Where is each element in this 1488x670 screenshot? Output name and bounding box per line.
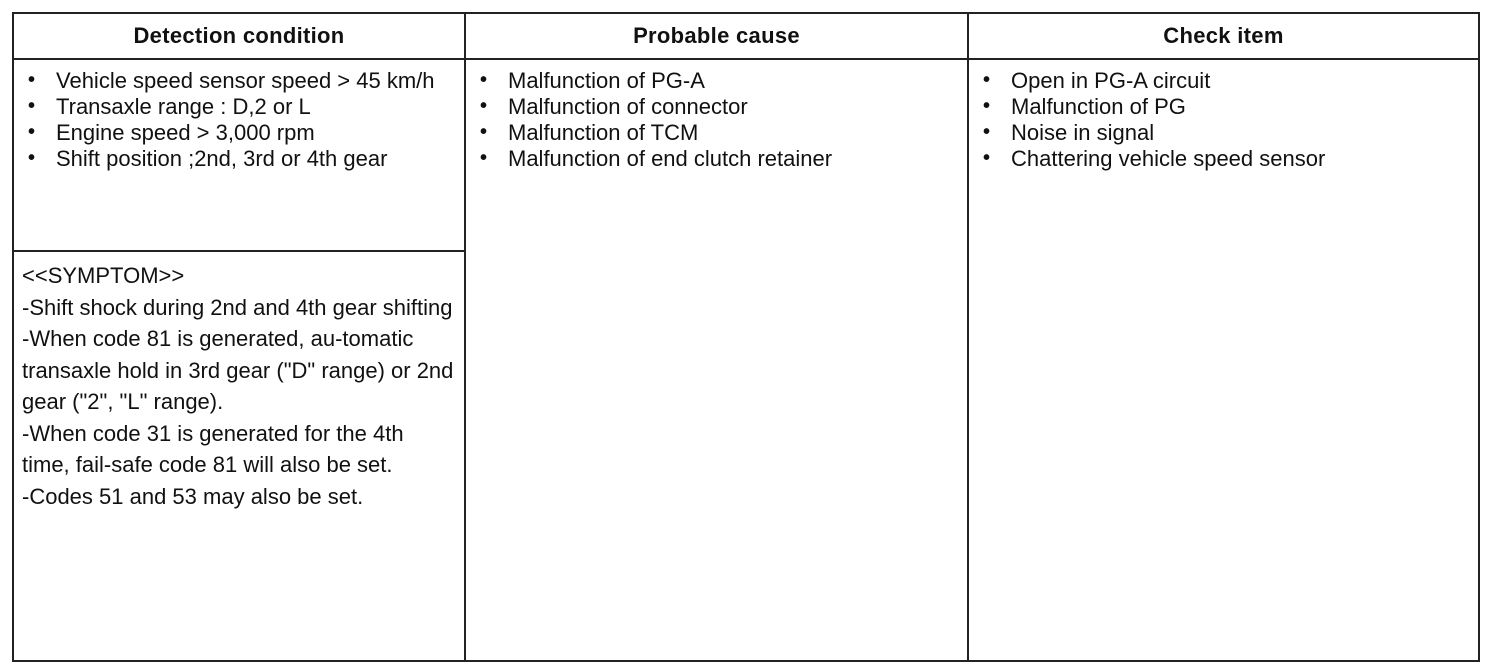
list-item: • Vehicle speed sensor speed > 45 km/h (24, 68, 454, 94)
header-probable-cause: Probable cause (465, 13, 968, 59)
header-detection-condition: Detection condition (13, 13, 465, 59)
table-row (13, 59, 1479, 251)
diagnostic-table (12, 12, 1480, 662)
list-item: • Malfunction of PG-A (476, 68, 957, 94)
list-item: • Engine speed > 3,000 rpm (24, 120, 454, 146)
check-item-list (969, 60, 1478, 172)
list-item: • Transaxle range : D,2 or L (24, 94, 454, 120)
list-item: • Noise in signal (979, 120, 1468, 146)
symptom-line: -When code 31 is generated for the 4th time, fail-safe code 81 will also be set. (22, 420, 404, 477)
probable-cause-list (466, 60, 967, 172)
symptom-line: -When code 81 is generated, au-tomatic transaxle hold in 3rd gear ("D" range) or 2nd gear ("2", "L" range). (22, 326, 454, 414)
list-item: • Open in PG-A circuit (979, 68, 1468, 94)
header-check-item: Check item (968, 13, 1479, 59)
detection-condition-list (14, 60, 464, 172)
list-item: • Malfunction of connector (476, 94, 957, 120)
symptom-heading: <<SYMPTOM>> (22, 263, 185, 288)
symptom-cell (13, 251, 465, 661)
check-item-cell (968, 59, 1479, 661)
symptom-line: -Shift shock during 2nd and 4th gear shifting (22, 294, 453, 320)
list-item: • Malfunction of TCM (476, 120, 957, 146)
probable-cause-cell (465, 59, 968, 661)
detection-condition-cell (13, 59, 465, 251)
list-item: • Shift position ;2nd, 3rd or 4th gear (24, 146, 454, 172)
symptom-line: -Codes 51 and 53 may also be set. (22, 483, 364, 509)
list-item: • Malfunction of PG (979, 94, 1468, 120)
header-row (13, 13, 1479, 59)
list-item: • Malfunction of end clutch retainer (476, 146, 957, 172)
list-item: • Chattering vehicle speed sensor (979, 146, 1468, 172)
